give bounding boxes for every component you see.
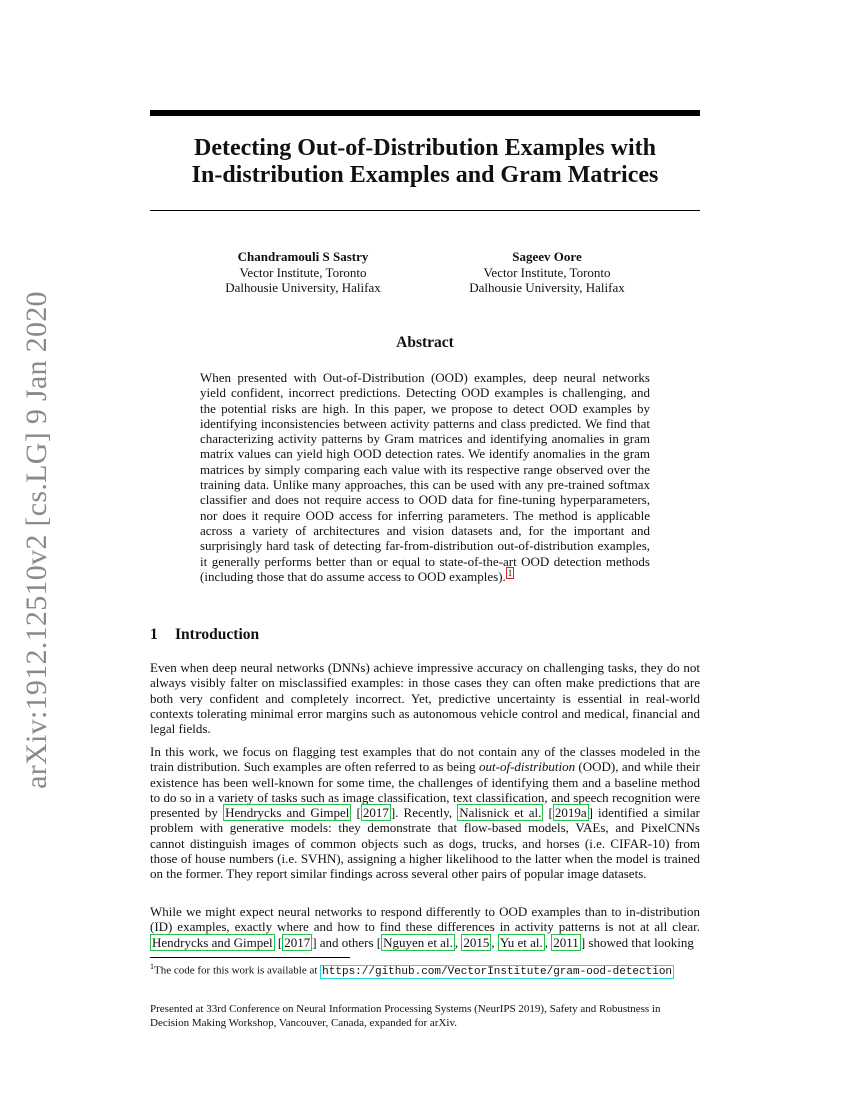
text-run: ,	[454, 934, 462, 950]
abstract-body	[200, 370, 650, 584]
footnote-text: The code for this work is available at	[154, 964, 321, 977]
text-run: ] and others [	[312, 934, 382, 950]
paper-title	[150, 135, 700, 189]
text-run: [	[274, 934, 283, 950]
text-run: ,	[544, 934, 552, 950]
intro-paragraph-1	[150, 660, 700, 736]
section-heading-introduction	[150, 626, 700, 644]
title-bottom-rule	[150, 210, 700, 211]
citation-link[interactable]: 2011	[553, 934, 579, 950]
title-top-rule	[150, 110, 700, 116]
code-url-link[interactable]: https://github.com/VectorInstitute/gram-ood-detection	[322, 965, 673, 978]
text-run: In this work, we focus on flagging test examples that do not contain any of the classes modeled in the train distribution. Such examples are often referred to as being	[150, 744, 700, 775]
emphasis-text: out-of-distribution	[479, 759, 576, 775]
section-title: Introduction	[175, 626, 260, 643]
intro-paragraph-3	[150, 904, 700, 950]
citation-link[interactable]: Hendrycks and Gimpel	[225, 805, 350, 821]
citation-link[interactable]: Hendrycks and Gimpel	[152, 934, 273, 950]
paragraph-text: Even when deep neural networks (DNNs) achieve impressive accuracy on challenging tasks, they do not always visibly falter on misclassified examples: in those cases they can often make predictions that are both very confident and completely incorrect. Yet, predictive uncertainty is essential in real-world contexts tolerating minimal error margins such as autonomous vehicle control and medical, financial and legal fields.	[150, 660, 700, 737]
title-line-1: Detecting Out-of-Distribution Examples with	[194, 135, 656, 161]
venue-note: Presented at 33rd Conference on Neural Information Processing Systems (NeurIPS 2019), Safety and Robustness in Decision Making Workshop, Vancouver, Canada, expanded for arXiv.	[150, 1003, 661, 1029]
section-number: 1	[150, 626, 158, 643]
author-affiliation: Dalhousie University, Halifax	[225, 280, 381, 295]
citation-link[interactable]: Nguyen et al.	[383, 934, 453, 950]
author-affiliation: Dalhousie University, Halifax	[469, 280, 625, 295]
abstract-heading: Abstract	[396, 334, 454, 351]
text-run: ]. Recently,	[390, 805, 458, 821]
citation-link[interactable]: Yu et al.	[499, 934, 543, 950]
text-run: ,	[491, 934, 498, 950]
text-run: (OOD), and while their existence has been well-known for some time, the challenges of identifying them and a baseline method to do so in a variety of tasks such as image classification, text classification, and speech recognition were presented by	[150, 759, 700, 821]
footnote-rule	[150, 957, 350, 958]
citation-link[interactable]: 2019a	[554, 805, 587, 821]
text-run: ] showed that looking	[580, 934, 694, 950]
citation-link[interactable]: 2017	[284, 934, 311, 950]
abstract-text: When presented with Out-of-Distribution (OOD) examples, deep neural networks yield confident, incorrect predictions. Detecting OOD examples is challenging, and the potential risks are high. In this paper, we propose to detect OOD examples by identifying inconsistencies between activity patterns and class predicted. We find that characterizing activity patterns by Gram matrices and identifying anomalies in gram matrix values can yield high OOD detection rates. We identify anomalies in the gram matrices by simply comparing each value with its respective range observed over the training data. Unlike many approaches, this can be used with any pre-trained softmax classifier and does not require access to OOD data for fine-tuning hyperparameters, nor does it require OOD access for inferring parameters. The method is applicable across a variety of architectures and vision datasets and, for the important and surprisingly hard task of detecting far-from-distribution out-of-distribution examples, it generally performs better than or equal to state-of-the-art OOD detection methods (including those that do assume access to OOD examples).	[200, 370, 650, 584]
citation-link[interactable]: 2015	[463, 934, 490, 950]
author-affiliation: Vector Institute, Toronto	[483, 264, 611, 280]
text-run: [	[543, 805, 553, 821]
arxiv-identifier-text: arXiv:1912.12510v2 [cs.LG] 9 Jan 2020	[20, 291, 53, 789]
paragraph-text	[150, 744, 700, 882]
author-name: Sageev Oore	[512, 249, 582, 264]
intro-paragraph-2	[150, 744, 700, 882]
title-line-2: In-distribution Examples and Gram Matrices	[191, 162, 659, 188]
author-block-1	[173, 249, 433, 296]
citation-link[interactable]: Nalisnick et al.	[459, 805, 542, 821]
footnote	[150, 960, 710, 979]
paragraph-text	[150, 904, 700, 950]
text-run: ] identified a similar problem with generative models: they demonstrate that flow-based models, VAEs, and PixelCNNs cannot distinguish images of common objects such as dogs, trucks, and horses (i.e. CIFAR-10) from those of house numbers (i.e. SVHN), assigning a higher likelihood to the latter when the model is trained on the former. They report similar findings across several other pairs of popular image datasets.	[150, 805, 700, 882]
author-affiliation: Vector Institute, Toronto	[239, 264, 367, 280]
citation-link[interactable]: 2017	[362, 805, 389, 821]
footnote-link[interactable]: 1	[507, 567, 513, 578]
footnote-mark: 1	[150, 962, 154, 971]
author-block-2	[417, 249, 677, 296]
text-run: [	[351, 805, 361, 821]
text-run: While we might expect neural networks to respond differently to OOD examples than to in-distribution (ID) examples, exactly where and how to find these differences in activity patterns is not at all clear.	[150, 904, 700, 935]
author-name: Chandramouli S Sastry	[237, 249, 369, 264]
